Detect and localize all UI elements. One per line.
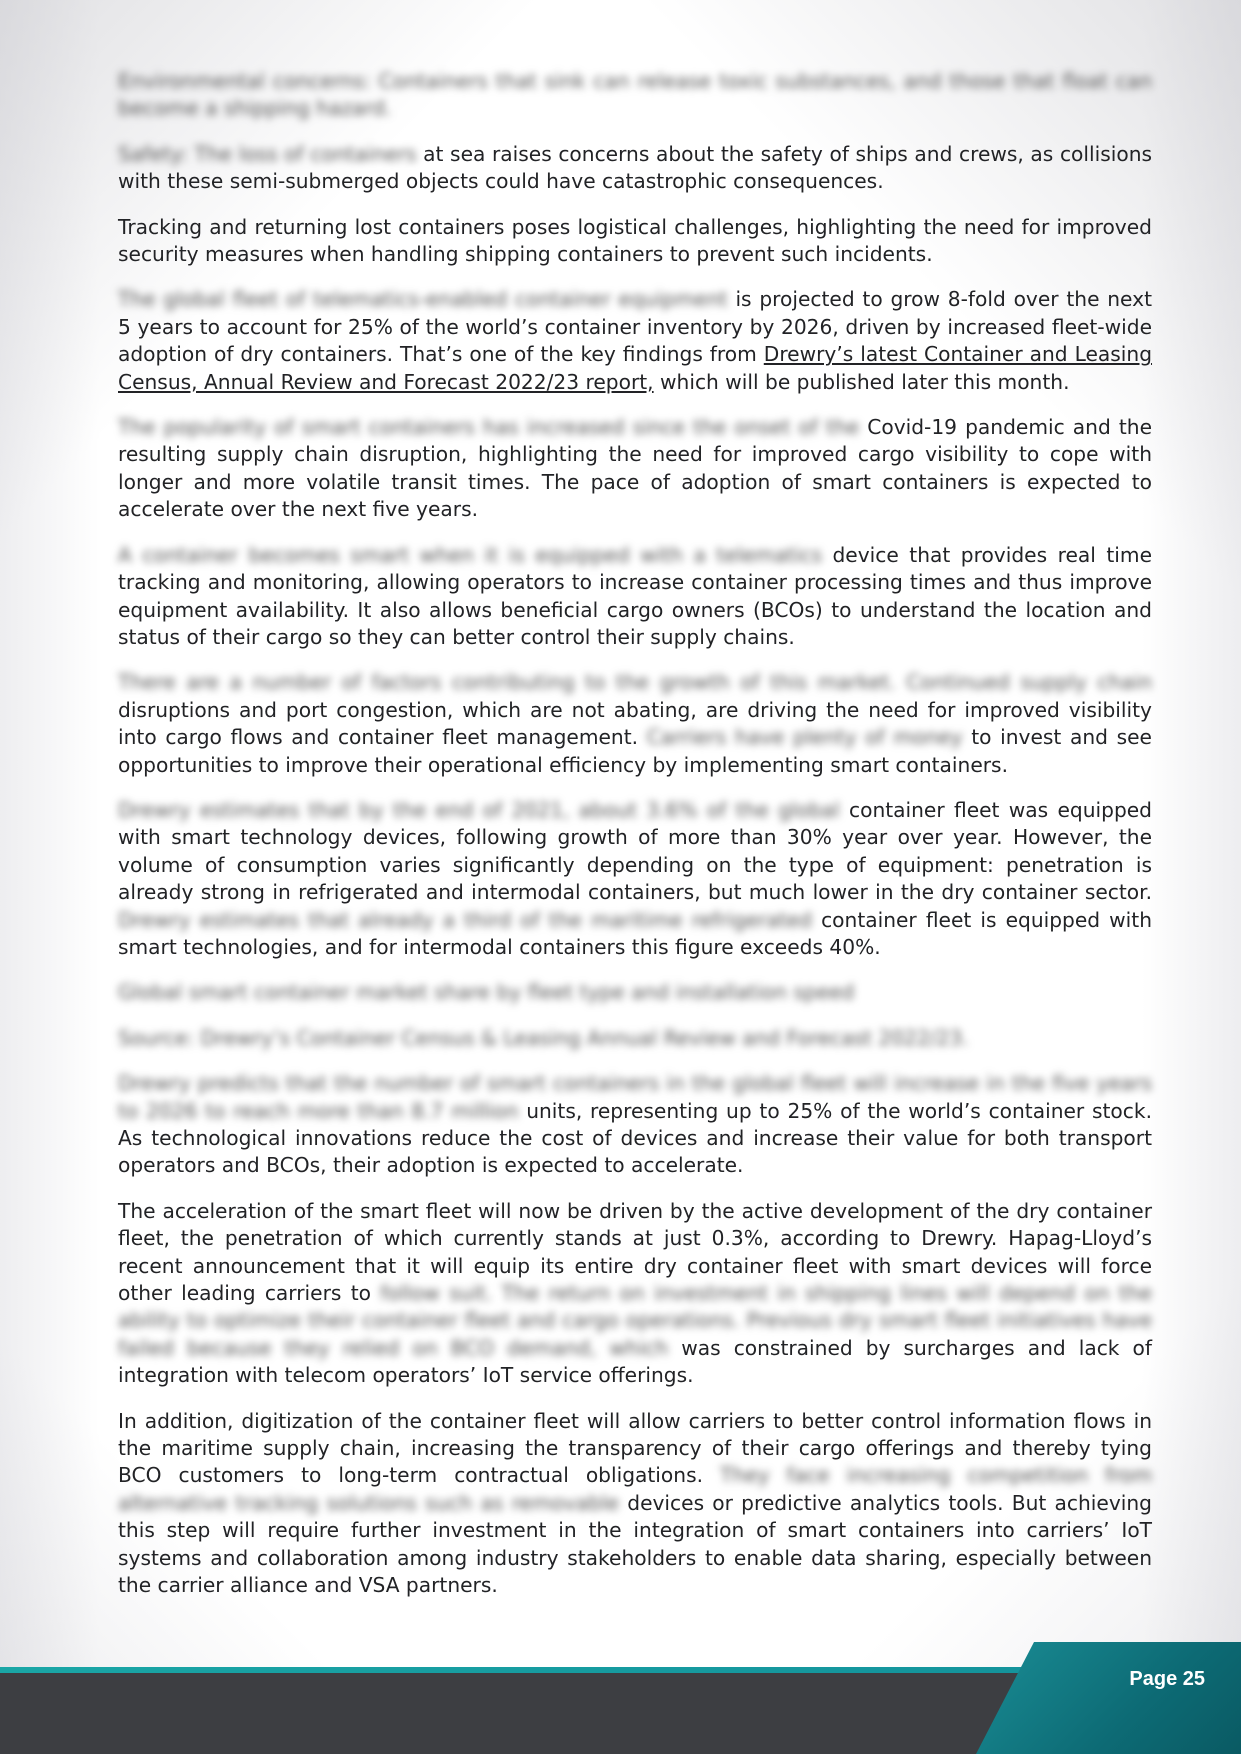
paragraph-tracking [118, 214, 1152, 269]
figure-caption [118, 979, 1152, 1006]
paragraph-text: Covid-19 pandemic and the resulting supply chain disruption, highlighting the need for improved cargo visibility to cope with longer and more volatile transit times. The pace of adoption of smart containers is expected to accelerate over the next five years. [118, 415, 1152, 522]
paragraph-text: In addition, digitization of the container fleet will allow carriers to better control information flows in the maritime supply chain, increasing the transparency of their cargo offerings and thereby tying BCO customers to long-term contractual obligations. [118, 1408, 1152, 1488]
blurred-text: A container becomes smart when it is equipped with a telematics [118, 542, 822, 567]
blurred-text: They face increasing competition from alternative tracking solutions such as removable [118, 1463, 1152, 1515]
paragraph-text: units, representing up to 25% of the world’s container stock. As technological innovations reduce the cost of devices and increase their value for both transport operators and BCOs, their adoption is expected to accelerate. [118, 1098, 1152, 1178]
paragraph-factors [118, 669, 1152, 779]
figure-source [118, 1025, 1152, 1052]
paragraph-text: is projected to grow 8-fold over the next 5 years to account for 25% of the world’s container inventory by 2026, driven by increased fleet-wide adoption of dry containers. That’s one of the key findings from [118, 287, 1152, 367]
page-number: Page 25 [1129, 1668, 1205, 1690]
paragraph-text: container fleet is equipped with smart technologies, and for intermodal containers this figure exceeds 40%. [118, 907, 1152, 959]
blurred-text: Environmental concerns: Containers that sink can release toxic substances, and those that float can become a shipping hazard. [118, 69, 1152, 121]
paragraph-estimates [118, 797, 1152, 961]
paragraph-text: was constrained by surcharges and lack of integration with telecom operators’ IoT service offerings. [118, 1335, 1152, 1388]
drewry-report-link[interactable]: Drewry’s latest Container and Leasing Census, Annual Review and Forecast 2022/23 report, [118, 342, 1153, 394]
paragraph-predictions [118, 1070, 1152, 1180]
paragraph-telematics-growth [118, 286, 1152, 396]
article-body [118, 68, 1152, 1618]
blurred-text: There are a number of factors contributing to the growth of this market. Continued supply chain [118, 670, 1152, 695]
blurred-text: Carriers have plenty of money [646, 725, 963, 750]
blurred-text: Drewry predicts that the number of smart containers in the global fleet will increase in the five years to 2026 to reach more than 8.7 million [118, 1071, 1152, 1123]
blurred-text: Drewry estimates that by the end of 2021, about 3.6% of the global [118, 797, 840, 822]
paragraph-text: device that provides real time tracking and monitoring, allowing operators to increase container processing times and thus improve equipment availability. It also allows beneficial cargo owners (BCOs) to understand the location and status of their cargo so they can better control their supply chains. [118, 542, 1152, 649]
blurred-text: Source: Drewry’s Container Census & Leasing Annual Review and Forecast 2022/23. [118, 1025, 969, 1050]
blurred-text: follow suit. The return on investment in shipping lines will depend on the ability to optimize their container fleet and cargo operations. Previous dry smart fleet initiatives have failed because they relied on BCO demand, which [118, 1281, 1152, 1360]
paragraph-text: The acceleration of the smart fleet will now be driven by the active development of the dry container fleet, the penetration of which currently stands at just 0.3%, according to Drewry. Hapag-Lloyd’s recent announcement that it will equip its entire dry container fleet with smart devices will force other leading carriers to [118, 1198, 1152, 1306]
paragraph-smart-definition [118, 542, 1152, 652]
paragraph-digitization [118, 1408, 1152, 1600]
blurred-text: Safety: The loss of containers [118, 141, 417, 166]
blurred-text: Drewry estimates that already a third of the maritime refrigerated [118, 907, 812, 932]
paragraph-acceleration [118, 1198, 1152, 1390]
paragraph-text: Tracking and returning lost containers poses logistical challenges, highlighting the need for improved security measures when handling shipping containers to prevent such incidents. [118, 214, 1152, 267]
paragraph-text: at sea raises concerns about the safety of ships and crews, as collisions with these semi-submerged objects could have catastrophic consequences. [118, 141, 1153, 194]
paragraph-text: devices or predictive analytics tools. But achieving this step will require further investment in the integration of smart containers into carriers’ IoT systems and collaboration among industry stakeholders to enable data sharing, especially between the carrier alliance and VSA partners. [118, 1490, 1152, 1598]
paragraph-popularity [118, 414, 1152, 524]
paragraph-environmental [118, 68, 1152, 123]
paragraph-text: which will be published later this month. [653, 369, 1070, 394]
blurred-text: Global smart container market share by fleet type and installation speed [118, 980, 855, 1005]
paragraph-safety [118, 141, 1152, 196]
blurred-text: The global fleet of telematics-enabled container equipment [118, 287, 728, 312]
paragraph-text: to invest and see opportunities to improve their operational efficiency by implementing smart containers. [118, 725, 1152, 777]
paragraph-text: container fleet was equipped with smart technology devices, following growth of more than 30% year over year. However, the volume of consumption varies significantly depending on the type of equipment: penetration is already strong in refrigerated and intermodal containers, but much lower in the dry container sector. [118, 797, 1152, 905]
paragraph-text: disruptions and port congestion, which are not abating, are driving the need for improved visibility into cargo flows and container fleet management. [118, 697, 1152, 750]
blurred-text: The popularity of smart containers has increased since the onset of the [118, 415, 860, 440]
